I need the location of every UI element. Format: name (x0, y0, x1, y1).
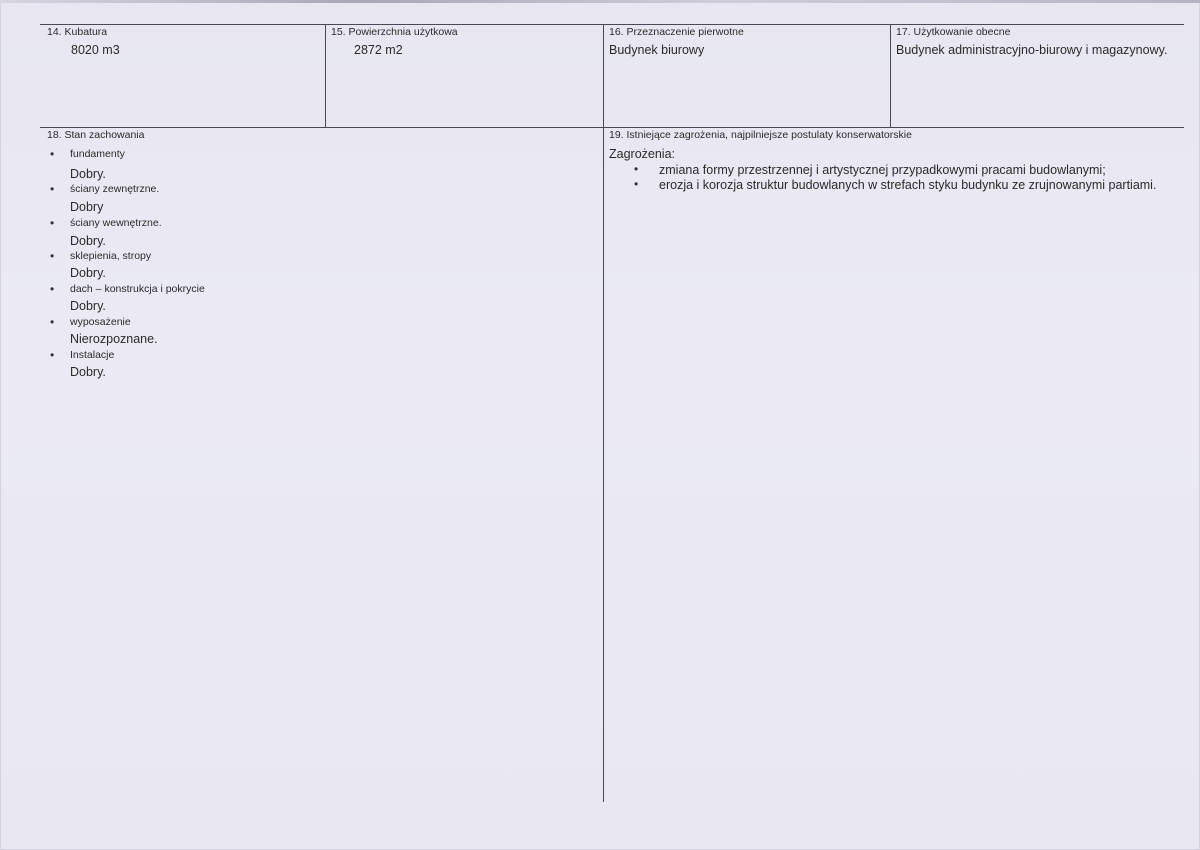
wyposazenie-value: Nierozpoznane. (70, 332, 158, 346)
zagrozenia-heading: Zagrożenia: (609, 147, 676, 161)
bullet-icon: • (50, 249, 55, 263)
rule-col-2 (603, 24, 604, 802)
bullet-icon: • (634, 177, 639, 191)
rule-col-1 (325, 24, 326, 128)
bullet-icon: • (50, 315, 55, 329)
page-top-edge (0, 0, 1200, 3)
zagrozenie-item: zmiana formy przestrzennej i artystycznej przypadkowymi pracami budowlanymi; (659, 163, 1106, 177)
fundamenty-value: Dobry. (70, 167, 106, 181)
bullet-icon: • (634, 162, 639, 176)
sciany-zewnetrzne-value: Dobry (70, 200, 104, 214)
sciany-wewnetrzne-label: ściany wewnętrzne. (70, 217, 162, 229)
wyposazenie-label: wyposażenie (70, 316, 131, 328)
rule-top (40, 24, 1184, 25)
uzytkowanie-label: 17. Użytkowanie obecne (896, 26, 1011, 38)
bullet-icon: • (50, 147, 55, 161)
kubatura-label: 14. Kubatura (47, 26, 108, 38)
uzytkowanie-value: Budynek administracyjno-biurowy i magazynowy. (896, 43, 1168, 57)
przeznaczenie-label: 16. Przeznaczenie pierwotne (609, 26, 744, 38)
powierzchnia-label: 15. Powierzchnia użytkowa (331, 26, 458, 38)
rule-col-3 (890, 24, 891, 128)
bullet-icon: • (50, 348, 55, 362)
rule-middle (40, 127, 1184, 128)
instalacje-label: Instalacje (70, 349, 115, 361)
zagrozenie-item: erozja i korozja struktur budowlanych w strefach styku budynku ze zrujnowanymi partiami. (659, 178, 1157, 192)
powierzchnia-value: 2872 m2 (354, 43, 403, 57)
sklepienia-stropy-label: sklepienia, stropy (70, 250, 152, 262)
bullet-icon: • (50, 182, 55, 196)
zagrozenia-section-label: 19. Istniejące zagrożenia, najpilniejsze postulaty konserwatorskie (609, 129, 912, 141)
fundamenty-label: fundamenty (70, 148, 125, 160)
sklepienia-stropy-value: Dobry. (70, 266, 106, 280)
stan-zachowania-label: 18. Stan zachowania (47, 129, 145, 141)
sciany-wewnetrzne-value: Dobry. (70, 234, 106, 248)
bullet-icon: • (50, 216, 55, 230)
dach-label: dach – konstrukcja i pokrycie (70, 283, 205, 295)
instalacje-value: Dobry. (70, 365, 106, 379)
kubatura-value: 8020 m3 (71, 43, 120, 57)
dach-value: Dobry. (70, 299, 106, 313)
bullet-icon: • (50, 282, 55, 296)
sciany-zewnetrzne-label: ściany zewnętrzne. (70, 183, 160, 195)
przeznaczenie-value: Budynek biurowy (609, 43, 705, 57)
